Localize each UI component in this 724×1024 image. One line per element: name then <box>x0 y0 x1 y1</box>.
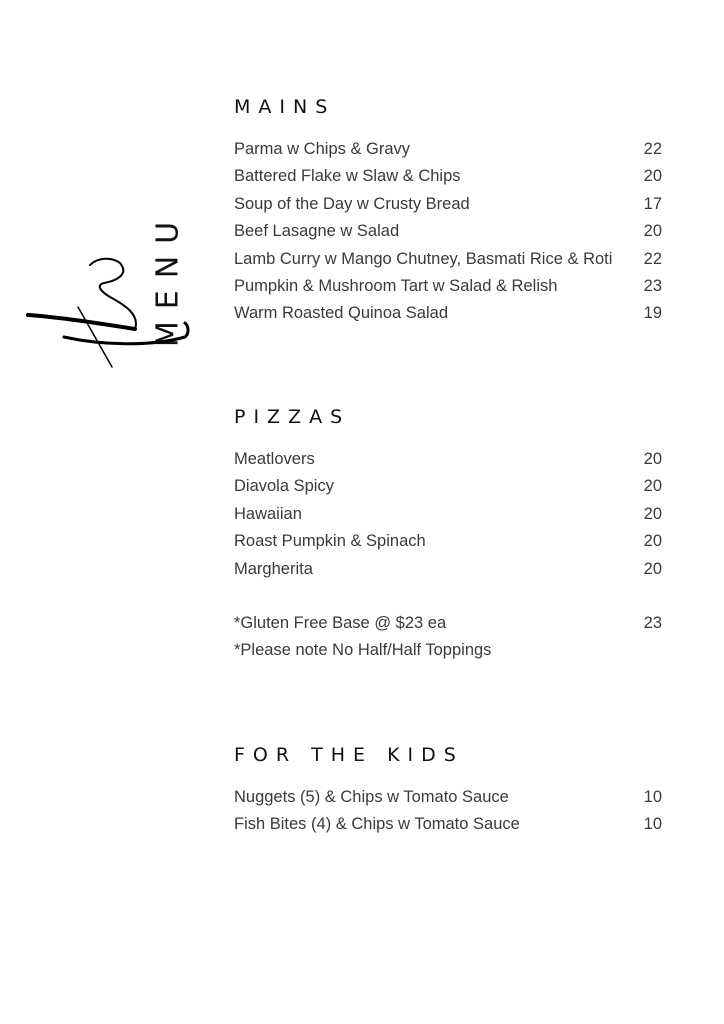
menu-item <box>234 218 662 245</box>
menu-item <box>234 191 662 218</box>
item-price: 22 <box>643 249 662 268</box>
menu-item <box>234 246 662 273</box>
item-price: 22 <box>643 140 662 158</box>
script-the-logo <box>20 195 200 375</box>
menu-item <box>234 528 662 555</box>
menu-item <box>234 473 662 500</box>
pizza-note <box>234 637 662 664</box>
item-name: Warm Roasted Quinoa Salad <box>234 304 448 323</box>
item-price: 23 <box>643 277 662 296</box>
item-price: 20 <box>643 532 662 551</box>
item-price: 20 <box>643 167 662 186</box>
menu-item <box>234 811 662 838</box>
menu-item <box>234 163 662 190</box>
menu-item <box>234 446 662 473</box>
menu-item <box>234 273 662 300</box>
item-name: Margherita <box>234 559 313 578</box>
item-name: Lamb Curry w Mango Chutney, Basmati Rice & Roti <box>234 249 613 268</box>
item-name: Nuggets (5) & Chips w Tomato Sauce <box>234 788 509 806</box>
item-price: 17 <box>643 194 662 213</box>
note-text: *Please note No Half/Half Toppings <box>234 641 492 660</box>
item-name: Hawaiian <box>234 504 302 523</box>
item-name: Fish Bites (4) & Chips w Tomato Sauce <box>234 815 520 834</box>
menu-item <box>234 501 662 528</box>
section-mains <box>234 96 662 328</box>
menu-item <box>234 300 662 327</box>
section-kids <box>234 744 662 839</box>
menu-title-word: MENU <box>150 209 186 348</box>
item-price: 10 <box>643 815 662 834</box>
section-pizzas <box>234 406 662 665</box>
item-name: Diavola Spicy <box>234 477 334 496</box>
section-title-pizzas: PIZZAS <box>234 406 351 428</box>
menu-item <box>234 784 662 811</box>
menu-title-block <box>20 85 200 385</box>
item-name: Beef Lasagne w Salad <box>234 222 400 241</box>
note-text: *Gluten Free Base @ $23 ea <box>234 614 447 633</box>
item-name: Roast Pumpkin & Spinach <box>234 532 426 551</box>
item-name: Soup of the Day w Crusty Bread <box>234 194 470 213</box>
section-title-kids: FOR THE KIDS <box>234 744 464 766</box>
item-price: 20 <box>643 559 662 578</box>
section-title-mains: MAINS <box>234 96 336 118</box>
item-price: 19 <box>643 304 662 323</box>
spacer <box>234 583 662 610</box>
item-price: 20 <box>643 222 662 241</box>
item-price: 20 <box>643 450 662 468</box>
item-price: 20 <box>643 504 662 523</box>
pizza-note <box>234 610 662 637</box>
item-name: Pumpkin & Mushroom Tart w Salad & Relish <box>234 277 558 296</box>
item-name: Parma w Chips & Gravy <box>234 140 411 158</box>
menu-item <box>234 556 662 583</box>
note-price: 23 <box>643 614 662 633</box>
menu-item <box>234 136 662 163</box>
item-name: Meatlovers <box>234 450 315 468</box>
item-price: 20 <box>643 477 662 496</box>
item-name: Battered Flake w Slaw & Chips <box>234 167 461 186</box>
item-price: 10 <box>643 788 662 806</box>
